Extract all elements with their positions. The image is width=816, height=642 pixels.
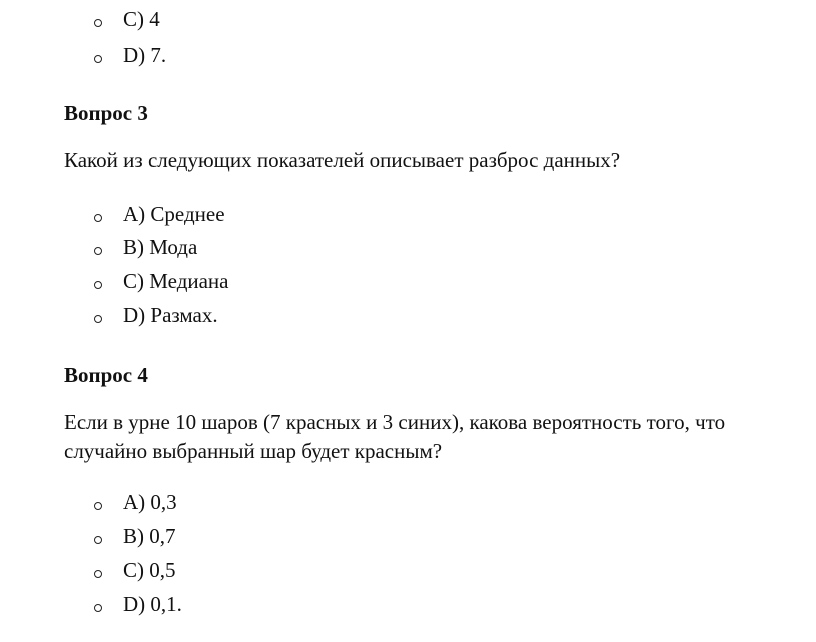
option-label: B) 0,7 — [123, 524, 176, 548]
option-label: C) Медиана — [123, 269, 229, 293]
circle-bullet-icon — [94, 315, 102, 323]
q4-option-c — [94, 555, 176, 585]
q4-option-d — [94, 589, 182, 619]
q3-option-b — [94, 232, 197, 262]
q3-option-a — [94, 199, 225, 229]
option-label: A) Среднее — [123, 202, 225, 226]
circle-bullet-icon — [94, 570, 102, 578]
circle-bullet-icon — [94, 55, 102, 63]
question-3-text: Какой из следующих показателей описывает разброс данных? — [64, 148, 621, 172]
circle-bullet-icon — [94, 502, 102, 510]
option-label: C) 0,5 — [123, 558, 176, 582]
option-label: B) Мода — [123, 235, 198, 259]
option-label: D) Размах. — [123, 303, 218, 327]
option-label: D) 0,1. — [123, 592, 182, 616]
question-4-text: Если в урне 10 шаров (7 красных и 3 синих), какова вероятность того, что случайно выбранный шар будет красным? — [64, 410, 726, 463]
q3-option-d — [94, 300, 218, 330]
q4-option-a — [94, 487, 177, 517]
circle-bullet-icon — [94, 604, 102, 612]
circle-bullet-icon — [94, 247, 102, 255]
q3-option-c — [94, 266, 229, 296]
option-label: A) 0,3 — [123, 490, 177, 514]
prev-option-d — [94, 40, 166, 70]
option-label: D) 7. — [123, 43, 167, 67]
circle-bullet-icon — [94, 281, 102, 289]
option-label: C) 4 — [123, 7, 160, 31]
circle-bullet-icon — [94, 214, 102, 222]
prev-option-c — [94, 4, 160, 34]
q4-option-b — [94, 521, 176, 551]
question-3-title: Вопрос 3 — [64, 101, 148, 125]
circle-bullet-icon — [94, 19, 102, 27]
question-4-title: Вопрос 4 — [64, 363, 148, 387]
circle-bullet-icon — [94, 536, 102, 544]
